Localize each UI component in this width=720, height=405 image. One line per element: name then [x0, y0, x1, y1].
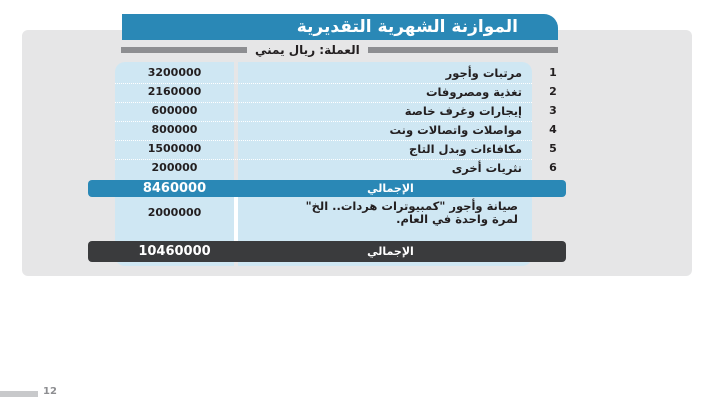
total-label: الإجمالي [367, 245, 414, 258]
row-number: 6 [549, 161, 557, 174]
row-value: 1500000 [147, 142, 202, 155]
row-label: مكافاءات وبدل التاج [408, 142, 522, 156]
subtotal-value: 8460000 [142, 181, 207, 196]
page-title: الموازنة الشهرية التقديرية [122, 14, 558, 40]
table-row [115, 121, 575, 139]
currency-label: العملة: ريال يمني [247, 41, 368, 59]
row-value: 800000 [151, 123, 198, 136]
table-row [115, 83, 575, 101]
row-value: 3200000 [147, 66, 202, 79]
row-value: 2160000 [147, 85, 202, 98]
subtotal-label: الإجمالي [367, 182, 414, 195]
row-number: 1 [549, 66, 557, 79]
total-value: 10460000 [138, 244, 211, 259]
total-row [88, 241, 566, 262]
row-label: مرتبات وأجور [445, 66, 522, 80]
row-label: مواصلات واتصالات ونت [389, 123, 522, 137]
row-number: 2 [549, 85, 557, 98]
table-row [115, 140, 575, 158]
row-number: 4 [549, 123, 557, 136]
column-divider [234, 197, 238, 241]
maintenance-value: 2000000 [147, 206, 202, 219]
row-number: 3 [549, 104, 557, 117]
row-number: 5 [549, 142, 557, 155]
page-number: 12 [43, 386, 57, 397]
row-value: 600000 [151, 104, 198, 117]
subtotal-row [88, 180, 566, 197]
row-label: إيجارات وغرف خاصة [404, 104, 522, 118]
table-row [115, 64, 575, 82]
row-label: نثريات أخرى [451, 161, 522, 175]
maintenance-label: صيانة وأجور "كمبيوترات هردات.. الخ" لمرة واحدة في العام. [305, 199, 518, 226]
row-label: تغذية ومصروفات [425, 85, 522, 99]
table-row [115, 159, 575, 177]
table-row [115, 102, 575, 120]
row-value: 200000 [151, 161, 198, 174]
page-number-bar [0, 391, 38, 397]
